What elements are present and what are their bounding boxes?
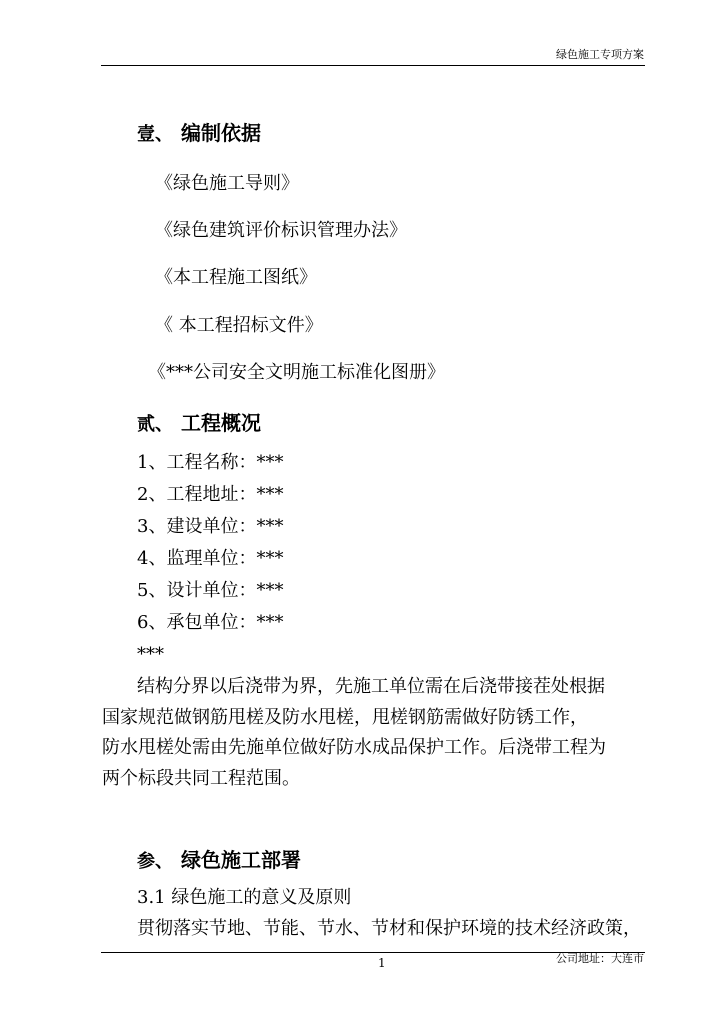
- section-3-title: 绿色施工部署: [181, 848, 301, 872]
- subsection-line: 贯彻落实节地、节能、节水、节材和保护环境的技术经济政策，: [137, 918, 641, 939]
- ref-item: 《绿色施工导则》: [155, 173, 299, 194]
- paragraph-line: 结构分界以后浇带为界，先施工单位需在后浇带接茬处根据: [137, 676, 605, 697]
- section-3-number: 参、: [137, 851, 173, 872]
- paragraph-line: 两个标段共同工程范围。: [102, 768, 300, 789]
- footer-address: 公司地址：大连市: [556, 952, 644, 965]
- section-2-title: 工程概况: [181, 411, 261, 435]
- ref-item: 《***公司安全文明施工标准化图册》: [148, 362, 445, 383]
- overview-item: 5、设计单位：***: [137, 580, 284, 601]
- overview-item: 2、工程地址：***: [137, 484, 284, 505]
- section-3-heading: [137, 848, 301, 874]
- section-2-heading: [137, 411, 261, 437]
- section-1-title: 编制依据: [181, 121, 261, 145]
- overview-item: 6、承包单位：***: [137, 612, 284, 633]
- overview-item: 1、工程名称：***: [137, 452, 284, 473]
- overview-item: ***: [137, 644, 164, 665]
- ref-item: 《本工程施工图纸》: [155, 267, 317, 288]
- overview-item: 3、建设单位：***: [137, 516, 284, 537]
- paragraph-line: 防水甩槎处需由先施单位做好防水成品保护工作。后浇带工程为: [102, 737, 606, 758]
- section-2-number: 贰、: [137, 414, 173, 435]
- overview-item: 4、监理单位：***: [137, 548, 284, 569]
- header-title: 绿色施工专项方案: [556, 48, 644, 61]
- page-number: 1: [378, 956, 386, 970]
- section-1-number: 壹、: [137, 124, 173, 145]
- paragraph-line: 国家规范做钢筋甩槎及防水甩槎，甩槎钢筋需做好防锈工作，: [102, 707, 588, 728]
- section-1-heading: [137, 121, 261, 147]
- subsection-title: 3.1 绿色施工的意义及原则: [137, 887, 352, 908]
- ref-item: 《 本工程招标文件》: [155, 315, 323, 336]
- header-rule: [101, 65, 645, 66]
- ref-item: 《绿色建筑评价标识管理办法》: [155, 220, 407, 241]
